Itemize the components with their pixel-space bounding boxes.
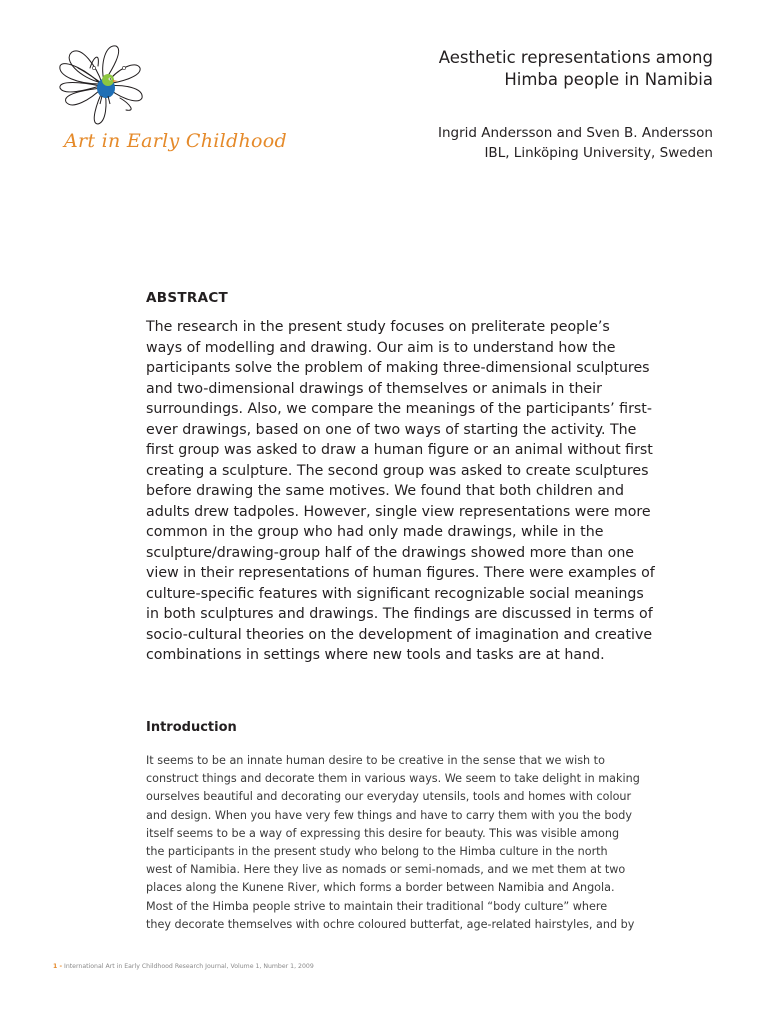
- author-names: Ingrid Andersson and Sven B. Andersson: [437, 125, 713, 141]
- journal-citation: International Art in Early Childhood Research Journal, Volume 1, Number 1, 2009: [64, 963, 314, 970]
- intro-line: ourselves beautiful and decorating our everyday utensils, tools and homes with colour: [146, 790, 632, 804]
- intro-line: construct things and decorate them in various ways. We seem to take delight in making: [146, 772, 640, 786]
- abstract-line: first group was asked to draw a human figure or an animal without first: [146, 442, 653, 458]
- abstract-line: view in their representations of human figures. There were examples of: [146, 565, 655, 581]
- abstract-line: in both sculptures and drawings. The findings are discussed in terms of: [146, 606, 653, 622]
- logo-text: Art in Early Childhood: [64, 130, 287, 152]
- abstract-line: creating a sculpture. The second group was asked to create sculptures: [146, 462, 649, 479]
- title-line-1: Aesthetic representations among: [438, 48, 713, 67]
- abstract-line: participants solve the problem of making three-dimensional sculptures: [146, 360, 650, 376]
- intro-line: the participants in the present study who belong to the Himba culture in the north: [146, 845, 608, 859]
- abstract-line: culture-specific features with significant recognizable social meanings: [146, 585, 644, 602]
- page-footer: [53, 963, 314, 970]
- page-number: 1 -: [53, 963, 63, 970]
- abstract-line: ways of modelling and drawing. Our aim is to understand how the: [146, 339, 616, 356]
- author-block: [353, 123, 713, 163]
- abstract-line: adults drew tadpoles. However, single view representations were more: [146, 503, 651, 520]
- journal-logo: [50, 38, 310, 168]
- author-affiliation: IBL, Linköping University, Sweden: [484, 145, 713, 161]
- paper-title: [353, 47, 713, 91]
- abstract-line: combinations in settings where new tools and tasks are at hand.: [146, 647, 605, 663]
- intro-line: Most of the Himba people strive to maintain their traditional “body culture” where: [146, 899, 608, 913]
- abstract-line: socio-cultural theories on the development of imagination and creative: [146, 626, 653, 643]
- abstract-line: surroundings. Also, we compare the meanings of the participants’ first-: [146, 401, 652, 417]
- abstract-line: The research in the present study focuses on preliterate people’s: [146, 319, 610, 335]
- intro-line: itself seems to be a way of expressing this desire for beauty. This was visible among: [146, 826, 620, 840]
- flower-bird-logo-icon: [50, 38, 160, 133]
- intro-line: they decorate themselves with ochre coloured butterfat, age-related hairstyles, and by: [146, 917, 635, 931]
- intro-line: places along the Kunene River, which forms a border between Namibia and Angola.: [146, 881, 615, 895]
- abstract-body: [146, 317, 716, 666]
- abstract-line: common in the group who had only made drawings, while in the: [146, 524, 604, 540]
- abstract-heading: ABSTRACT: [146, 290, 229, 306]
- intro-line: and design. When you have very few things and have to carry them with you the body: [146, 808, 632, 822]
- intro-line: west of Namibia. Here they live as nomads or semi-nomads, and we met them at two: [146, 863, 626, 877]
- abstract-line: before drawing the same motives. We found that both children and: [146, 483, 625, 499]
- introduction-body: [146, 752, 721, 934]
- title-line-2: Himba people in Namibia: [504, 70, 713, 89]
- abstract-line: ever drawings, based on one of two ways of starting the activity. The: [146, 421, 637, 438]
- introduction-heading: Introduction: [146, 720, 237, 735]
- intro-line: It seems to be an innate human desire to be creative in the sense that we wish to: [146, 754, 605, 767]
- abstract-line: and two-dimensional drawings of themselves or animals in their: [146, 380, 602, 397]
- abstract-line: sculpture/drawing-group half of the drawings showed more than one: [146, 544, 635, 561]
